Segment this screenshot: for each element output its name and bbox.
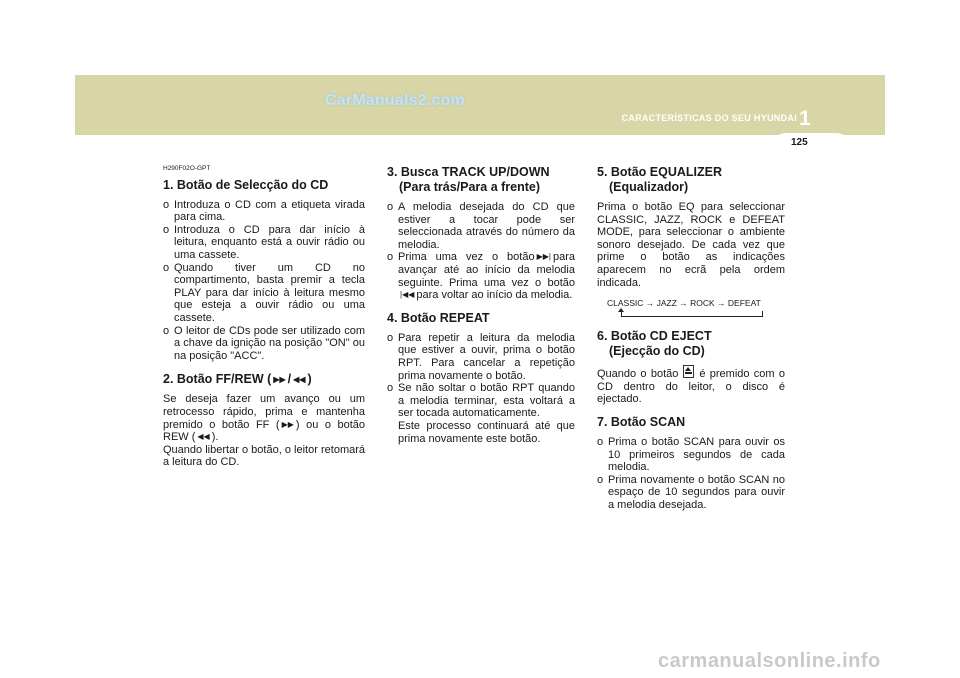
fast-forward-icon: ▶▶ (281, 419, 294, 429)
repeat-list (387, 332, 575, 445)
section-title-ff-rew: 2. Botão FF/REW ( ▶▶ / ◀◀ ) (163, 372, 312, 387)
bullet: o (387, 331, 394, 344)
page-number-tab (775, 133, 847, 152)
eq-cycle-diagram (607, 297, 785, 319)
section-title-track-search: 3. Busca TRACK UP/DOWN (Para trás/Para a frente) (387, 165, 550, 194)
watermark: carmanualsonline.info (658, 650, 881, 672)
up-arrow-icon (618, 308, 624, 312)
list-item: o Introduza o CD com a etiqueta virada para cima. (163, 198, 365, 224)
list-item: o Se não soltar o botão RPT quando a melodia terminar, esta voltará a ser tocada automaticamente. Este processo continuará até que prima novamente este botão. (387, 382, 575, 445)
scan-list (597, 436, 785, 512)
section-title-cd-eject: 6. Botão CD EJECT (Ejecção do CD) (597, 329, 712, 359)
rewind-icon: ◀◀ (197, 432, 210, 442)
eq-return-line (621, 311, 763, 317)
cd-select-list (163, 199, 365, 363)
page-number: 125 (791, 137, 808, 148)
track-prev-icon: |◀◀ (400, 290, 415, 300)
bullet: o (163, 261, 170, 274)
site-logo[interactable]: CarManuals2.com (325, 92, 465, 109)
list-item: o Introduza o CD para dar início à leitura, enquanto está a ouvir rádio ou uma cassete. (163, 223, 365, 261)
column-3 (597, 165, 785, 512)
list-item: o Prima novamente o botão SCAN no espaço de 10 segundos para ouvir a melodia desejada. (597, 473, 785, 511)
bullet: o (387, 201, 394, 213)
track-search-list (387, 201, 575, 302)
column-1 (163, 163, 365, 469)
section-title-equalizer: 5. Botão EQUALIZER (Equalizador) (597, 165, 723, 194)
list-item: o A melodia desejada do CD que estiver a tocar pode ser seleccionada através do número da melodia. (387, 201, 575, 251)
bullet: o (163, 198, 170, 211)
section-title-cd-select: 1. Botão de Selecção do CD (163, 177, 329, 192)
chapter-number: 1 (799, 107, 811, 130)
bullet: o (163, 324, 170, 337)
list-item: o O leitor de CDs pode ser utilizado com a chave da ignição na posição "ON" ou na posição "ACC". (163, 324, 365, 362)
chapter-header-band (75, 75, 885, 135)
bullet: o (597, 473, 604, 486)
section-code: H290F02O-GPT (163, 165, 211, 172)
section-title-repeat: 4. Botão REPEAT (387, 310, 490, 325)
equalizer-paragraph: Prima o botão EQ para seleccionar CLASSIC, JAZZ, ROCK e DEFEAT MODE, para seleccionar o ambiente sonoro desejado. De cada vez que prime o botão as indicações aparecem no ecrã pela ordem indicada. (597, 201, 785, 289)
cd-eject-paragraph: Quando o botão é premido com o CD dentro do leitor, o disco é ejectado. (597, 365, 785, 406)
chapter-title: CARACTERÍSTICAS DO SEU HYUNDAI (621, 113, 797, 123)
eject-icon (683, 365, 694, 378)
bullet: o (597, 435, 604, 448)
column-2 (387, 165, 575, 445)
bullet: o (387, 382, 394, 395)
list-item: o Prima o botão SCAN para ouvir os 10 primeiros segundos de cada melodia. (597, 435, 785, 474)
track-next-icon: ▶▶| (536, 252, 551, 262)
eq-sequence-label: CLASSIC → JAZZ → ROCK → DEFEAT (607, 298, 761, 309)
bullet: o (387, 251, 394, 264)
fast-forward-icon: ▶▶ (273, 375, 286, 385)
list-item: o Para repetir a leitura da melodia que estiver a ouvir, prima o botão RPT. Para cancelar a repetição prima novamente o botão. (387, 331, 575, 382)
rewind-icon: ◀◀ (293, 375, 306, 385)
ff-rew-paragraph: Se deseja fazer um avanço ou um retrocesso rápido, prima e mantenha premido o botão FF ( ▶▶ ) ou o botão REW ( ◀◀ ). Quando libertar o botão, o leitor retomará a leitura do CD. (163, 393, 365, 469)
list-item: o Prima uma vez o botão ▶▶| para avançar até ao início da melodia seguinte. Prima uma vez o botão|◀◀ para voltar ao início da melodia. (387, 251, 575, 302)
section-title-scan: 7. Botão SCAN (597, 414, 686, 429)
list-item: o Quando tiver um CD no compartimento, basta premir a tecla PLAY para dar início à leitura mesmo que esteja a ouvir rádio ou uma cassete. (163, 261, 365, 324)
bullet: o (163, 223, 170, 236)
